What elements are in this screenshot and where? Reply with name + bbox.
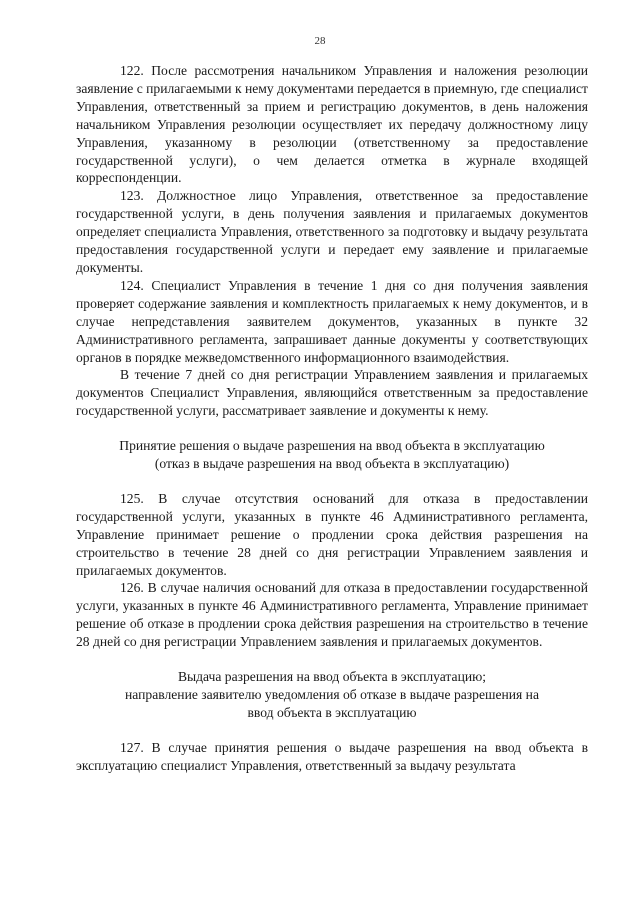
section-heading-decision: [76, 437, 588, 473]
paragraph-124-continuation: В течение 7 дней со дня регистрации Управлением заявления и прилагаемых документов Специалист Управления, являющийся ответственным за предоставление государственной услуги, рассматривает заявление и документы к нему.: [76, 367, 588, 419]
paragraph-125: 125. В случае отсутствия оснований для отказа в предоставлении государственной услуги, указанных в пункте 46 Административного регламента, Управление принимает решение о продлении срока действия разрешения на строительство в течение 28 дней со дня регистрации Управлением заявления и прилагаемых документов.: [76, 490, 588, 578]
section-heading-issuance-line-2: направление заявителю уведомления об отказе в выдаче разрешения на: [125, 687, 539, 702]
section-heading-issuance: [76, 668, 588, 722]
section-heading-issuance-line-3: ввод объекта в эксплуатацию: [247, 704, 417, 720]
page-number: 28: [314, 35, 326, 47]
paragraph-127: 127. В случае принятия решения о выдаче разрешения на ввод объекта в эксплуатацию специалист Управления, ответственный за выдачу результата: [76, 739, 588, 773]
paragraph-122: 122. После рассмотрения начальником Управления и наложения резолюции заявление с прилагаемыми к нему документами передается в приемную, где специалист Управления, ответственный за прием и регистрацию документов, в день наложения начальником Управления резолюции осуществляет их передачу должностному лицу Управления, указанному в резолюции (ответственному за предоставление государственной услуги), о чем делается отметка в журнале входящей корреспонденции.: [76, 63, 589, 186]
document-body: [76, 62, 588, 775]
section-heading-decision-line-2: (отказ в выдаче разрешения на ввод объекта в эксплуатацию): [154, 456, 510, 472]
paragraph-123: 123. Должностное лицо Управления, ответственное за предоставление государственной услуги, в день получения заявления и прилагаемых документов определяет специалиста Управления, ответственного за подготовку и выдачу результата предоставления государственной услуги и передает ему заявление и прилагаемые документы.: [76, 188, 588, 275]
section-heading-decision-line-1: Принятие решения о выдаче разрешения на ввод объекта в эксплуатацию: [119, 438, 545, 454]
paragraph-124: 124. Специалист Управления в течение 1 дня со дня получения заявления проверяет содержание заявления и комплектность прилагаемых к нему документов, и в случае непредставления заявителем документов, указанных в пункте 32 Административного регламента, запрашивает данные документы у соответствующих органов в порядке межведомственного информационного взаимодействия.: [76, 277, 588, 365]
paragraph-126: 126. В случае наличия оснований для отказа в предоставлении государственной услуги, указанных в пункте 46 Административного регламента, Управление принимает решение об отказе в продлении срока действия разрешения на строительство в течение 28 дней со дня регистрации Управлением заявления и прилагаемых документов.: [76, 580, 588, 650]
section-heading-issuance-line-1: Выдача разрешения на ввод объекта в эксплуатацию;: [177, 669, 487, 685]
